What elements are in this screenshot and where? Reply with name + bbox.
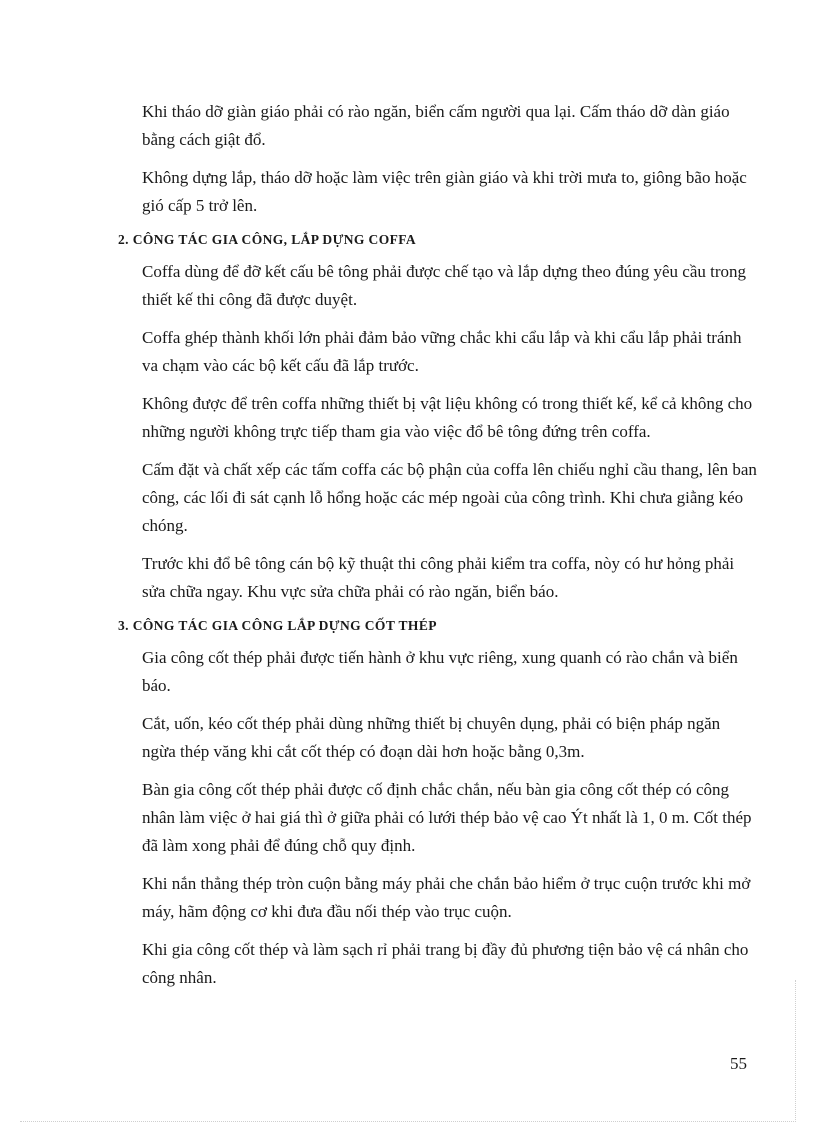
- paragraph: Khi nắn thẳng thép tròn cuộn bằng máy phải che chắn bảo hiểm ở trục cuộn trước khi mở máy, hãm động cơ khi đưa đầu nối thép vào trục cuộn.: [142, 874, 751, 921]
- section-heading: 3. CÔNG TÁC GIA CÔNG LẮP DỰNG CỐT THÉP: [118, 618, 437, 633]
- paragraph: Gia công cốt thép phải được tiến hành ở khu vực riêng, xung quanh có rào chắn và biển báo.: [142, 648, 738, 695]
- page-number: 55: [730, 1054, 747, 1073]
- page-border-right: [795, 980, 796, 1120]
- paragraph: Cắt, uốn, kéo cốt thép phải dùng những thiết bị chuyên dụng, phải có biện pháp ngăn ngừa thép văng khi cắt cốt thép có đoạn dài hơn hoặc bằng 0,3m.: [142, 714, 721, 761]
- page-content: [118, 98, 758, 1002]
- page-border-bottom: [20, 1121, 796, 1122]
- paragraph: Trước khi đổ bê tông cán bộ kỹ thuật thi công phải kiểm tra coffa, nòy có hư hỏng phải sửa chữa ngay. Khu vực sửa chữa phải có rào ngăn, biển báo.: [142, 554, 735, 601]
- paragraph: Coffa ghép thành khối lớn phải đảm bảo vững chắc khi cẩu lắp và khi cẩu lắp phải tránh va chạm vào các bộ kết cấu đã lắp trước.: [142, 328, 742, 375]
- paragraph: Cấm đặt và chất xếp các tấm coffa các bộ phận của coffa lên chiếu nghỉ cầu thang, lên ban công, các lối đi sát cạnh lỗ hổng hoặc các mép ngoài của công trình. Khi chưa giằng kéo chóng.: [142, 460, 757, 535]
- paragraph: Không được để trên coffa những thiết bị vật liệu không có trong thiết kế, kể cả không cho những người không trực tiếp tham gia vào việc đổ bê tông đứng trên coffa.: [142, 394, 753, 441]
- paragraph: Khi tháo dỡ giàn giáo phải có rào ngăn, biển cấm người qua lại. Cấm tháo dỡ dàn giáo bằng cách giật đổ.: [142, 102, 730, 149]
- paragraph: Bàn gia công cốt thép phải được cố định chắc chắn, nếu bàn gia công cốt thép có công nhân làm việc ở hai giá thì ở giữa phải có lưới thép bảo vệ cao Ýt nhất là 1, 0 m. Cốt thép đã làm xong phải để đúng chỗ quy định.: [142, 780, 752, 855]
- paragraph: Khi gia công cốt thép và làm sạch rỉ phải trang bị đầy đủ phương tiện bảo vệ cá nhân cho công nhân.: [142, 940, 749, 987]
- section-heading: 2. CÔNG TÁC GIA CÔNG, LẮP DỰNG COFFA: [118, 232, 417, 247]
- paragraph: Không dựng lắp, tháo dỡ hoặc làm việc trên giàn giáo và khi trời mưa to, giông bão hoặc gió cấp 5 trở lên.: [142, 168, 747, 215]
- paragraph: Coffa dùng để đỡ kết cấu bê tông phải được chế tạo và lắp dựng theo đúng yêu cầu trong thiết kế thi công đã được duyệt.: [142, 262, 747, 309]
